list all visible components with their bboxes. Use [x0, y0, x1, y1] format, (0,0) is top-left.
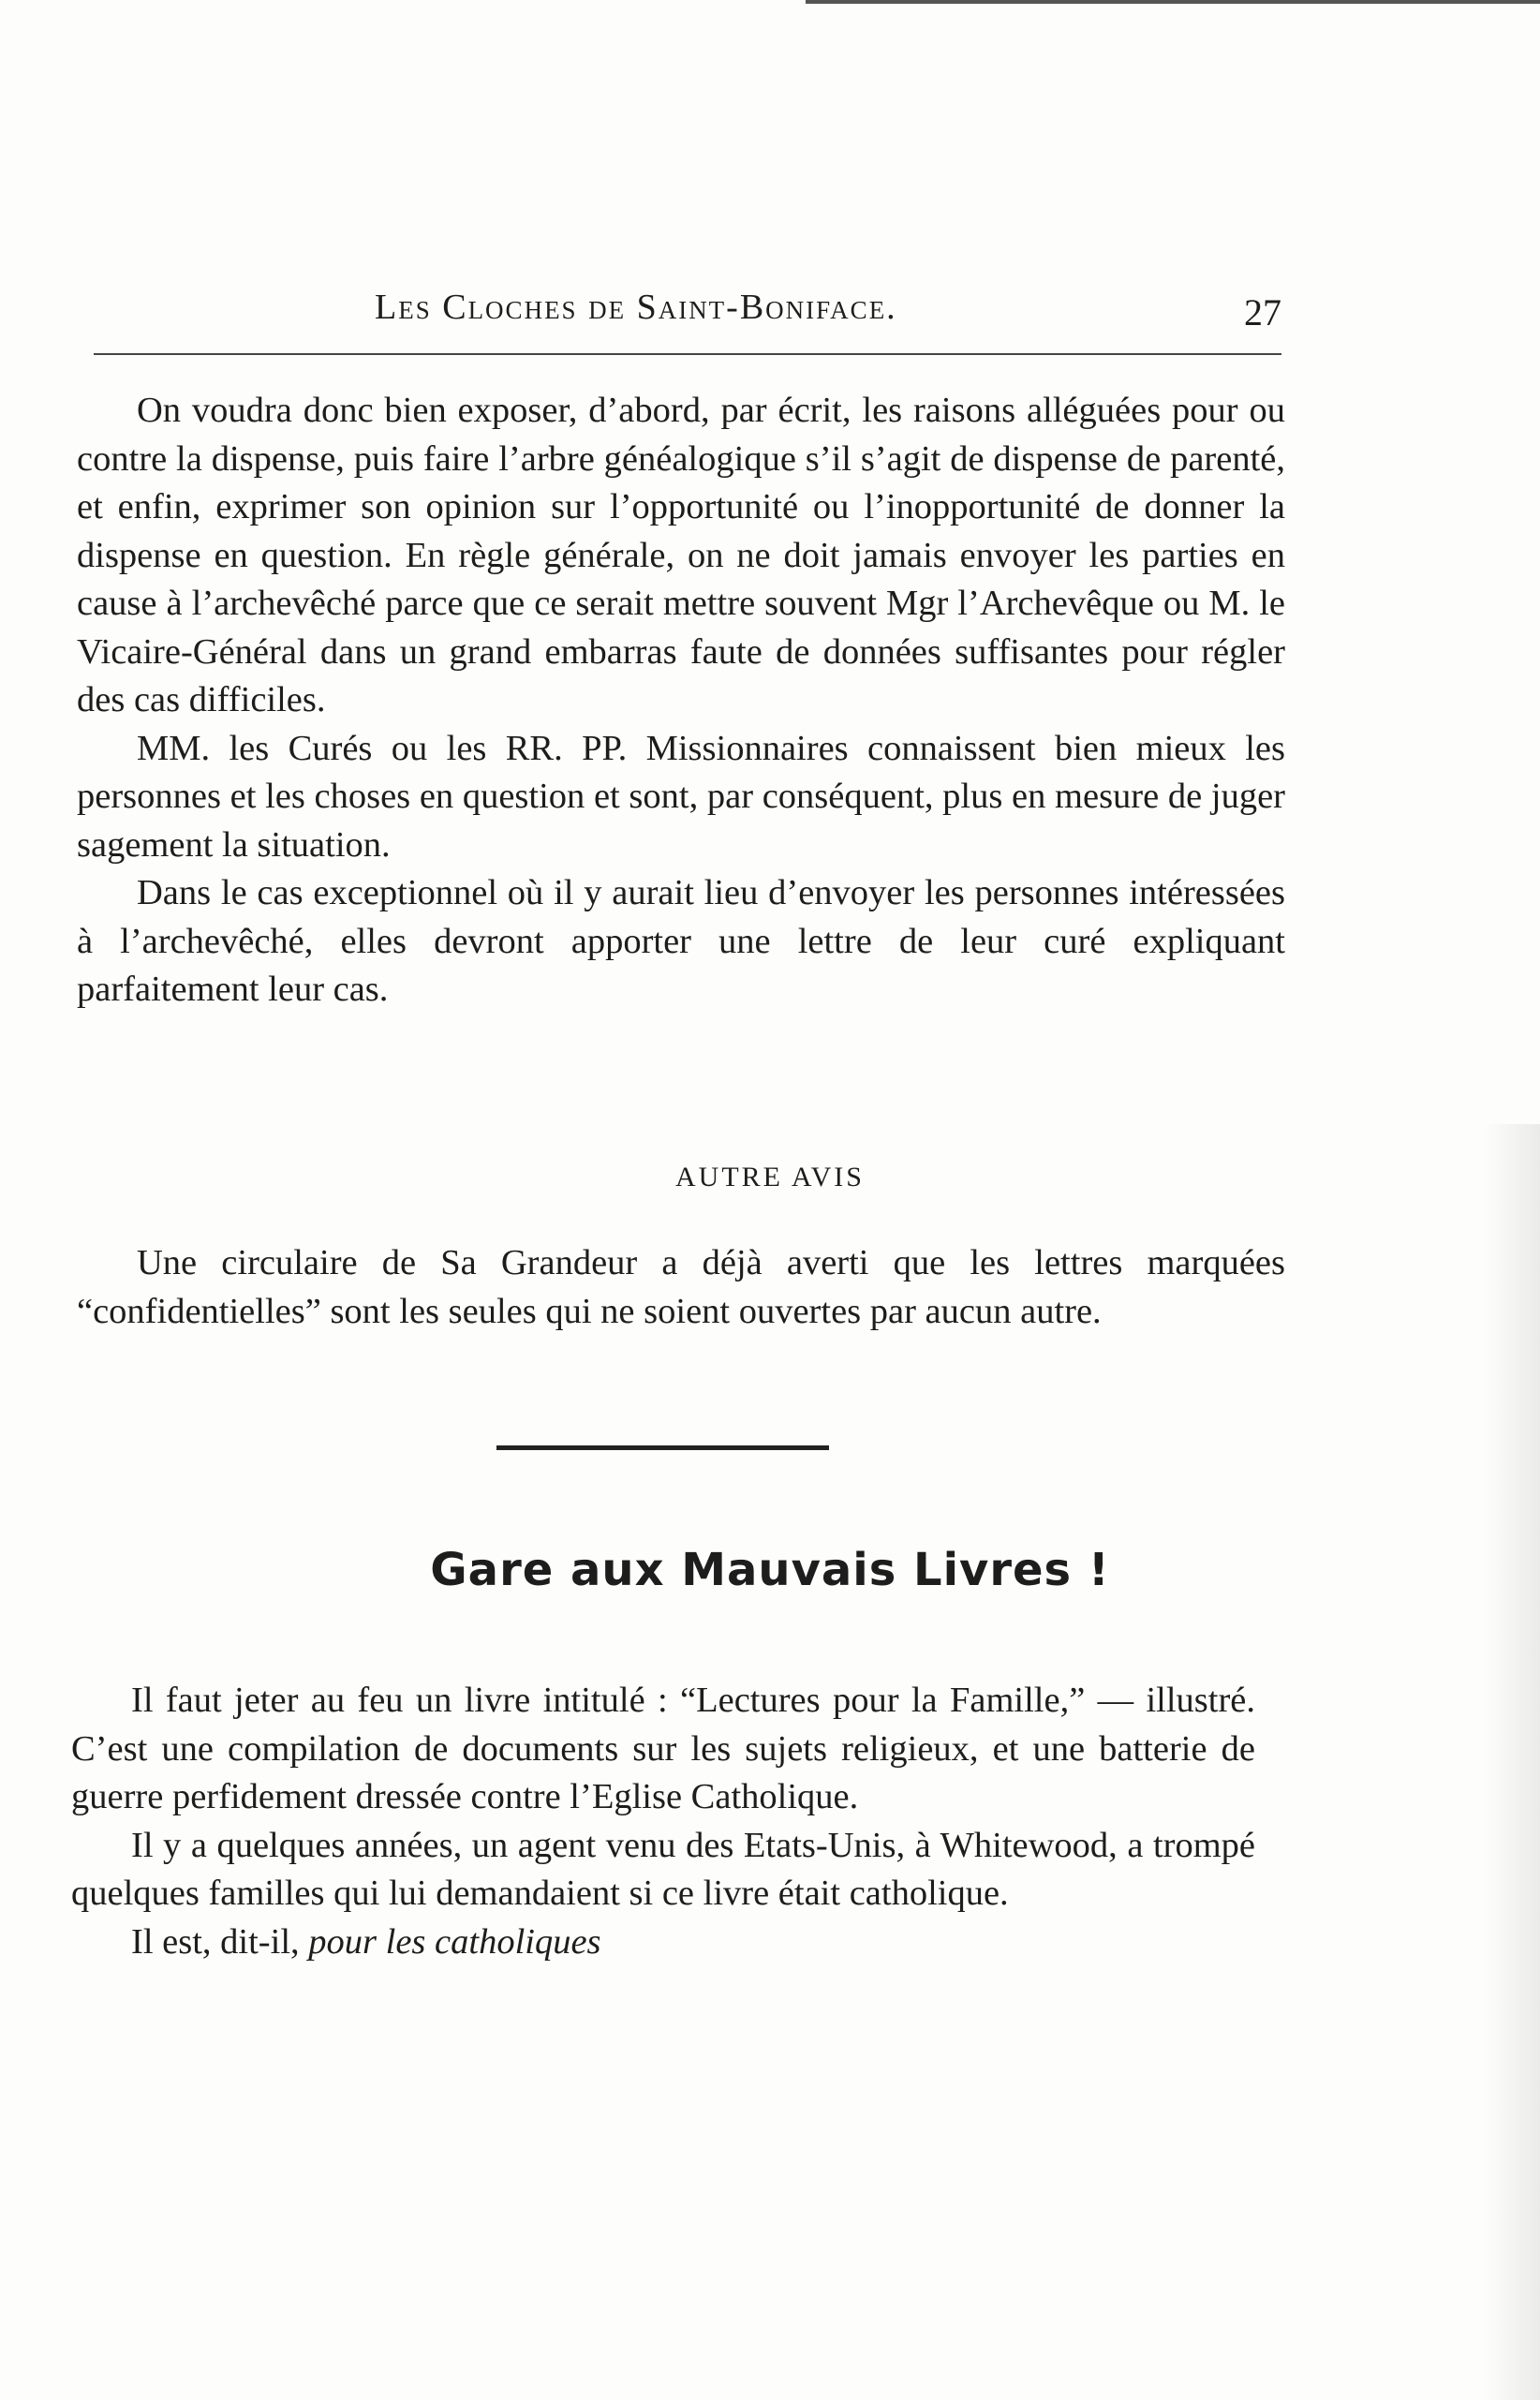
- page-top-edge: [806, 0, 1540, 4]
- paragraph: Il y a quelques années, un agent venu des Etats-Unis, à Whitewood, a trompé quelques familles qui lui demandaient si ce livre était catholique.: [71, 1825, 1255, 1913]
- italic-phrase: pour les catholiques: [308, 1921, 601, 1962]
- page-number: 27: [1244, 291, 1281, 333]
- paragraph: [71, 1919, 1255, 1967]
- running-head-title: Les Cloches de Saint-Boniface.: [375, 288, 897, 327]
- article-body: [71, 1677, 1255, 1966]
- article-title: Gare aux Mauvais Livres !: [430, 1544, 1110, 1596]
- paragraph: Il faut jeter au feu un livre intitulé : “Lectures pour la Famille,” — illustré. C’est une compilation de documents sur les sujets religieux, et une batterie de guerre perfidement dressée contre l’Eglise Catholique.: [71, 1681, 1255, 1816]
- paragraph: MM. les Curés ou les RR. PP. Missionnaires connaissent bien mieux les personnes et les choses en question et sont, par conséquent, plus en mesure de juger sagement la situation.: [77, 728, 1285, 865]
- paragraph: Une circulaire de Sa Grandeur a déjà averti que les lettres marquées “confidentielles” sont les seules qui ne soient ouvertes par aucun autre.: [77, 1243, 1285, 1331]
- header-rule: [94, 353, 1281, 355]
- paragraph: Dans le cas exceptionnel où il y aurait lieu d’envoyer les personnes intéressées à l’archevêché, elles devront apporter une lettre de leur curé expliquant parfaitement leur cas.: [77, 873, 1285, 1009]
- section-heading: AUTRE AVIS: [675, 1162, 865, 1193]
- paragraph: On voudra donc bien exposer, d’abord, par écrit, les raisons alléguées pour ou contre la dispense, puis faire l’arbre généalogique s’il s’agit de dispense de parenté, et enfin, exprimer son opinion sur l’opportunité ou l’inopportunité de donner la dispense en question. En règle générale, on ne doit jamais envoyer les parties en cause à l’archevêché parce que ce serait mettre souvent Mgr l’Archevêque ou M. le Vicaire-Général dans un grand embarras faute de données suffisantes pour régler des cas difficiles.: [77, 391, 1285, 719]
- page-edge-shadow: [1484, 1124, 1540, 2400]
- autre-avis-text: [77, 1239, 1285, 1336]
- dispense-instructions: [77, 387, 1285, 1015]
- paragraph-lead: Il est, dit-il,: [131, 1921, 309, 1962]
- section-separator: [496, 1445, 829, 1450]
- running-head: [94, 281, 1281, 337]
